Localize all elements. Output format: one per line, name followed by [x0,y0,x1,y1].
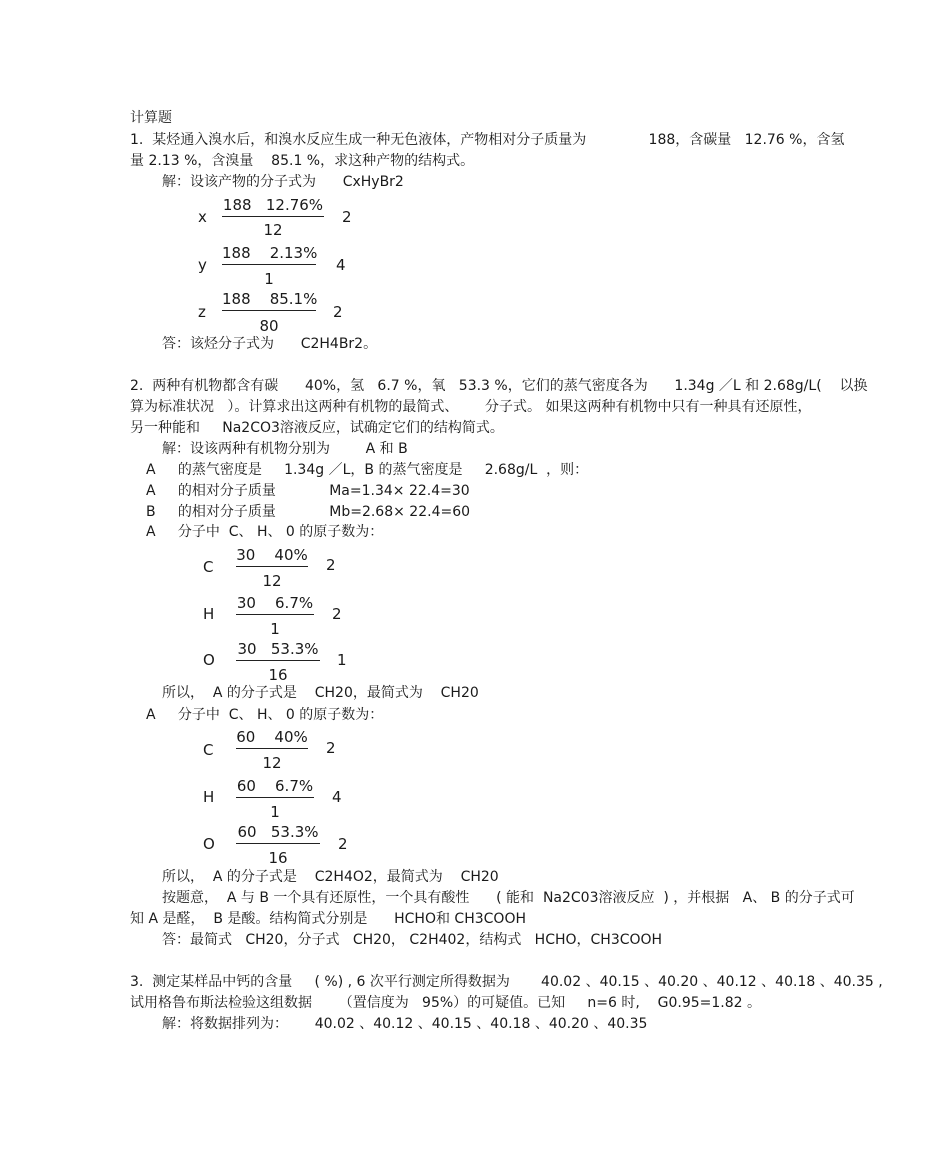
fraction-bar [222,310,316,311]
fraction-bar [222,264,316,265]
problem-2-answer: 答：最简式 CH20，分子式 CH20， C2H402，结构式 HCHO，CH3COOH [162,932,663,948]
fraction-bar [236,566,308,567]
fraction-denominator: 1 [264,270,274,288]
fraction-numerator: 30 40% [236,546,308,564]
fraction-result: 2 [338,835,348,853]
fraction-numerator: 188 2.13% [222,244,318,262]
problem-2-reasoning-2: 知 A 是醛， B 是酸。结构简式分别是 HCHO和 CH3COOH [130,911,526,927]
problem-3-solution: 解：将数据排列为： 40.02 、40.12 、40.15 、40.18 、40.20 、40.35 [162,1016,648,1032]
fraction-denominator: 12 [263,221,283,239]
problem-3-line-1: 3. 测定某样品中钙的含量 ( %) , 6 次平行测定所得数据为 40.02 、40.15 、40.20 、40.12 、40.18 、40.35 , [130,974,883,990]
fraction-bar [236,843,320,844]
fraction-result: 2 [326,556,336,574]
fraction-bar [236,748,308,749]
fraction-bar [236,660,320,661]
fraction-result: 2 [333,303,343,321]
fraction-numerator: 60 6.7% [236,777,314,795]
fraction-denominator: 16 [268,849,288,867]
problem-2-result-b: 所以， A 的分子式是 C2H4O2，最简式为 CH20 [162,869,499,885]
fraction-var: O [203,651,215,669]
fraction-result: 2 [342,208,352,226]
fraction-bar [236,614,314,615]
problem-2-reasoning-1: 按题意， A 与 B 一个具有还原性，一个具有酸性 ( 能和 Na2C03溶液反应 ) ，并根据 A、 B 的分子式可 [162,890,855,906]
problem-1-line-1: 1. 某烃通入溴水后，和溴水反应生成一种无色液体，产物相对分子质量为 188，含碳量 12.76 %，含氢 [130,132,845,148]
fraction-numerator: 188 85.1% [222,290,318,308]
fraction-result: 2 [332,605,342,623]
fraction-var: y [198,256,207,274]
problem-2-line-1: 2. 两种有机物都含有碳 40%，氢 6.7 %，氧 53.3 %，它们的蒸气密度各为 1.34g ／L 和 2.68g/L( 以换 [130,378,868,394]
fraction-var: C [203,558,214,576]
fraction-var: x [198,208,207,226]
problem-2-line-2: 算为标准状况 ）。计算求出这两种有机物的最简式、 分子式。 如果这两种有机物中只有一种具有还原性， [130,399,812,415]
fraction-denominator: 12 [262,572,282,590]
fraction-numerator: 60 53.3% [237,823,319,841]
fraction-bar [236,797,314,798]
problem-2-density: A 的蒸气密度是 1.34g ／L，B 的蒸气密度是 2.68g/L ，则： [146,462,589,478]
fraction-denominator: 80 [259,317,279,335]
fraction-result: 4 [336,256,346,274]
fraction-numerator: 60 40% [236,728,308,746]
problem-3-line-2: 试用格鲁布斯法检验这组数据 （置信度为 95%）的可疑值。已知 n=6 时, G0.95=1.82 。 [130,995,762,1011]
fraction-var: H [203,605,215,623]
fraction-var: O [203,835,215,853]
fraction-numerator: 188 12.76% [222,196,324,214]
problem-2-solution-intro: 解：设该两种有机物分别为 A 和 B [162,441,408,457]
fraction-denominator: 1 [270,803,280,821]
fraction-denominator: 1 [270,620,280,638]
fraction-var: z [198,303,206,321]
problem-1-solution-intro: 解：设该产物的分子式为 CxHyBr2 [162,174,404,190]
fraction-var: H [203,788,215,806]
fraction-numerator: 30 6.7% [236,594,314,612]
fraction-denominator: 16 [268,666,288,684]
problem-1-answer: 答：该烃分子式为 C2H4Br2。 [162,336,378,352]
problem-2-mass-a: A 的相对分子质量 Ma=1.34× 22.4=30 [146,483,470,499]
problem-2-result-a: 所以， A 的分子式是 CH20，最简式为 CH20 [162,685,479,701]
fraction-numerator: 30 53.3% [237,640,319,658]
problem-2-line-3: 另一种能和 Na2CO3溶液反应，试确定它们的结构简式。 [130,420,504,436]
fraction-result: 2 [326,739,336,757]
problem-1-line-2: 量 2.13 %，含溴量 85.1 %，求这种产物的结构式。 [130,153,475,169]
fraction-result: 4 [332,788,342,806]
section-heading: 计算题 [130,110,172,126]
fraction-result: 1 [337,651,347,669]
problem-2-atoms-a: A 分子中 C、 H、 0 的原子数为： [146,524,384,540]
fraction-var: C [203,741,214,759]
problem-2-atoms-b: A 分子中 C、 H、 0 的原子数为： [146,707,384,723]
problem-2-mass-b: B 的相对分子质量 Mb=2.68× 22.4=60 [146,504,471,520]
fraction-denominator: 12 [262,754,282,772]
fraction-bar [222,216,324,217]
